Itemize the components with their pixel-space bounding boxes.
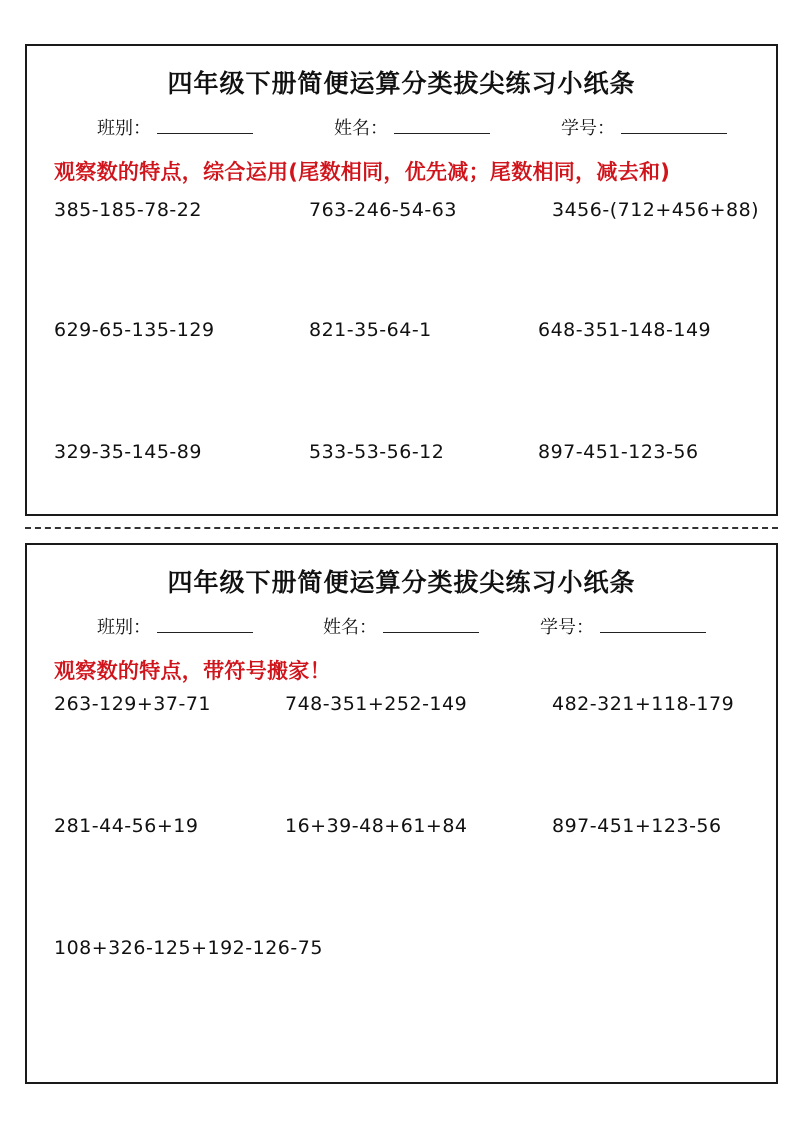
class-label: 班别： [97,118,151,139]
problem-item: 629-65-135-129 [54,319,215,341]
problem-item: 329-35-145-89 [54,441,202,463]
problem-item: 897-451-123-56 [538,441,699,463]
problem-item: 897-451+123-56 [552,815,722,837]
problem-item: 648-351-148-149 [538,319,712,341]
problem-item: 385-185-78-22 [54,199,202,221]
name-label: 姓名： [334,118,388,139]
worksheet-strip-1 [25,44,778,516]
problem-item: 748-351+252-149 [285,693,468,715]
student-number-blank[interactable] [621,115,727,134]
problem-item: 281-44-56+19 [54,815,199,837]
cut-line-divider [25,527,778,529]
name-blank[interactable] [394,115,490,134]
student-number-field[interactable] [561,114,727,140]
name-blank[interactable] [383,614,479,633]
instruction-text: 观察数的特点，带符号搬家！ [54,659,331,683]
problem-item: 821-35-64-1 [309,319,432,341]
class-field[interactable] [97,114,253,140]
problem-item: 763-246-54-63 [309,199,457,221]
student-number-label: 学号： [561,118,615,139]
instruction-text: 观察数的特点，综合运用(尾数相同，优先减；尾数相同，减去和) [54,160,671,184]
name-field[interactable] [323,613,479,639]
student-info-row [27,114,776,144]
problem-item: 263-129+37-71 [54,693,212,715]
worksheet-strip-2 [25,543,778,1084]
problem-item: 482-321+118-179 [552,693,735,715]
worksheet-title: 四年级下册简便运算分类拔尖练习小纸条 [167,568,636,597]
class-blank[interactable] [157,115,253,134]
student-info-row [27,613,776,643]
worksheet-title: 四年级下册简便运算分类拔尖练习小纸条 [167,69,636,98]
class-label: 班别： [97,617,151,638]
problem-item: 3456-(712+456+88) [552,199,760,221]
student-number-label: 学号： [540,617,594,638]
problem-item: 108+326-125+192-126-75 [54,937,323,959]
class-blank[interactable] [157,614,253,633]
problem-item: 533-53-56-12 [309,441,445,463]
student-number-field[interactable] [540,613,706,639]
student-number-blank[interactable] [600,614,706,633]
name-label: 姓名： [323,617,377,638]
name-field[interactable] [334,114,490,140]
class-field[interactable] [97,613,253,639]
problem-item: 16+39-48+61+84 [285,815,468,837]
